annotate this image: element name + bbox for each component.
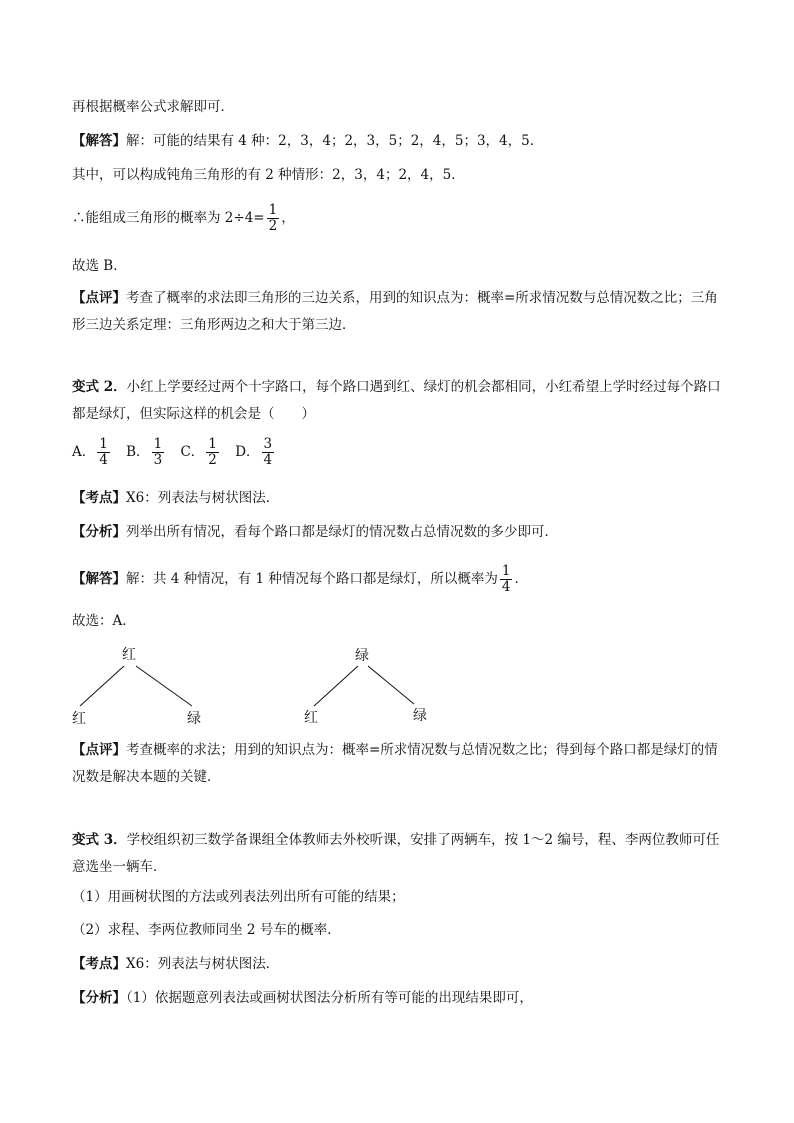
numerator: 1 (268, 202, 278, 218)
question-text: 小红上学要经过两个十字路口，每个路口遇到红、绿灯的机会都相同，小红希望上学时经过每个路口都是绿灯，但实际这样的机会是（ ） (72, 379, 721, 422)
numerator: 1 (99, 436, 108, 452)
comment-text: 考查概率的求法；用到的知识点为：概率=所求情况数与总情况数之比；得到每个路口都是绿灯的情况数是解决本题的关键． (72, 742, 718, 785)
denominator: 3 (153, 452, 163, 468)
text-line: 故选：A． (72, 613, 136, 629)
text-line: 故选 B． (72, 258, 127, 274)
subquestion-2: （2）求程、李两位教师同坐 2 号车的概率． (72, 922, 341, 938)
option-letter: C． (180, 444, 205, 460)
question-title: 变式 3． (72, 832, 127, 848)
comment-tag: 【点评】 (72, 742, 126, 758)
question-paragraph (72, 827, 727, 881)
answer-tag: 【解答】 (72, 133, 126, 149)
analysis-text: 列举出所有情况，看每个路口都是绿灯的情况数占总情况数的多少即可． (126, 524, 558, 540)
answer-tag: 【解答】 (72, 571, 126, 587)
key-point-tag: 【考点】 (72, 956, 126, 972)
text-segment: ． (514, 571, 528, 587)
denominator: 4 (263, 452, 273, 468)
key-point-tag: 【考点】 (72, 490, 126, 506)
analysis-tag: 【分析】 (72, 990, 126, 1006)
numerator: 3 (263, 436, 273, 452)
denominator: 4 (99, 452, 108, 468)
question-text: 学校组织初三数学备课组全体教师去外校听课，安排了两辆车，按 1～2 编号，程、李两位教师可任意选坐一辆车． (72, 832, 720, 875)
tree2-left-leaf: 红 (304, 710, 318, 726)
key-point-line (72, 954, 279, 974)
tree1-right-branch (136, 666, 192, 706)
answer-text: 解：可能的结果有 4 种：2，3，4；2，3，5；2，4，5；3，4，5． (126, 133, 544, 149)
tree2-right-leaf: 绿 (413, 708, 427, 724)
denominator: 2 (268, 218, 278, 234)
tree1-left-branch (80, 666, 124, 706)
numerator: 1 (208, 436, 217, 452)
comment-text: 考查了概率的求法即三角形的三边关系，用到的知识点为：概率=所求情况数与总情况数之比；三角形三边关系定理：三角形两边之和大于第三边． (72, 290, 718, 333)
analysis-text: （1）依据题意列表法或画树状图法分析所有等可能的出现结果即可， (126, 990, 533, 1006)
subquestion-1: （1）用画树状图的方法或列表法列出所有可能的结果； (72, 889, 405, 905)
option-letter: A． (72, 444, 96, 460)
question-title: 变式 2． (72, 379, 127, 395)
denominator: 2 (208, 452, 217, 468)
denominator: 4 (501, 579, 511, 595)
numerator: 1 (153, 436, 163, 452)
option-letter: B． (126, 444, 150, 460)
key-point-text: X6：列表法与树状图法． (126, 490, 280, 506)
analysis-line (72, 988, 533, 1008)
answer-text: 解：共 4 种情况，有 1 种情况每个路口都是绿灯，所以概率为 (126, 571, 498, 587)
tree1-root: 红 (122, 647, 136, 663)
text-segment: ∴能组成三角形的概率为 2÷4= (72, 210, 265, 226)
analysis-tag: 【分析】 (72, 524, 126, 540)
text-segment: ， (281, 210, 295, 226)
numerator: 1 (501, 563, 511, 579)
option-letter: D． (235, 444, 260, 460)
tree1-right-leaf: 绿 (187, 711, 201, 727)
text-line: 再根据概率公式求解即可． (72, 99, 234, 115)
tree2-right-branch (368, 666, 414, 704)
tree1-left-leaf: 红 (72, 711, 86, 727)
comment-tag: 【点评】 (72, 290, 126, 306)
tree2-left-branch (314, 666, 358, 706)
tree2-root: 绿 (355, 648, 369, 664)
comment-paragraph (72, 737, 727, 791)
key-point-text: X6：列表法与树状图法． (126, 956, 280, 972)
text-line: 其中，可以构成钝角三角形的有 2 种情形：2，3，4；2，4，5． (72, 167, 465, 183)
